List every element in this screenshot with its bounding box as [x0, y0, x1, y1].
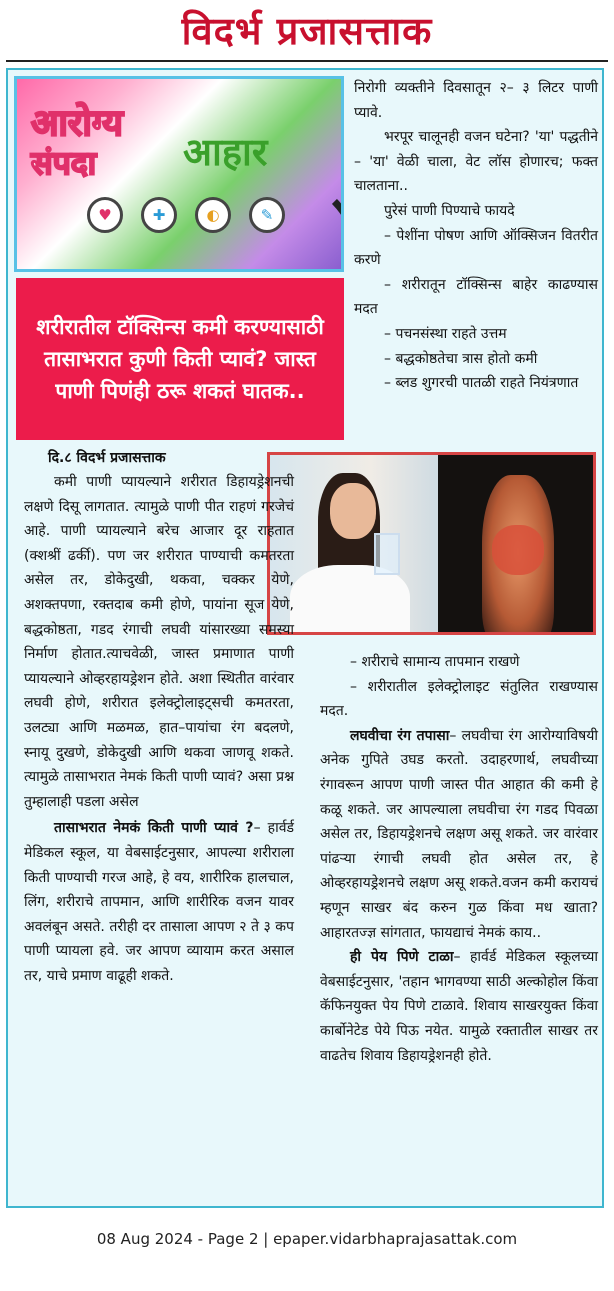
left-column: [24, 470, 294, 988]
banner-word-arogya: आरोग्य: [31, 102, 123, 144]
benefit-item: – शरीरातून टॉक्सिन्स बाहेर काढण्यास मदत: [354, 276, 598, 318]
syringe-icon: ✎: [249, 197, 285, 233]
benefit-item: – शरीरातील इलेक्ट्रोलाइट संतुलित राखण्यास मदत.: [320, 678, 598, 720]
woman-drinking-water-photo: [267, 452, 596, 635]
left-column-upper: [24, 446, 294, 471]
headline: शरीरातील टॉक्सिन्स कमी करण्यासाठी तासाभरात कुणी किती प्यावं? जास्त पाणी पिणंही ठरू शकतं घातक..: [36, 315, 324, 403]
footer-text: 08 Aug 2024 - Page 2 | epaper.vidarbhaprajasattak.com: [96, 1230, 518, 1248]
page-footer: [0, 1212, 614, 1291]
para-avoid-drinks: – हार्वर्ड मेडिकल स्कूलच्या वेबसाईटनुसार, 'तहान भागवण्या साठी अल्कोहोल किंवा कॅफिनयुक्त पेय पिणे टाळावे. शिवाय साखरयुक्त किंवा कार्बोनेटेड पेये पिऊ नयेत. यामुळे रक्तातील साखर तर वाढतेच शिवाय डिहायड्रेशनही होते.: [320, 949, 598, 1064]
subhead-benefits: पुरेसं पाणी पिण्याचे फायदे: [384, 202, 515, 219]
right-column-top: [354, 76, 598, 396]
headline-box: [16, 278, 344, 440]
benefit-item: – ब्लड शुगरची पातळी राहते नियंत्रणात: [384, 375, 579, 392]
lungs-shape: [492, 525, 544, 575]
subhead-avoid-drinks: ही पेय पिणे टाळा: [350, 949, 454, 966]
woman-panel: [270, 455, 438, 632]
heart-icon: ♥: [87, 197, 123, 233]
anatomy-panel: [438, 455, 593, 632]
benefit-item: – पेशींना पोषण आणि ऑक्सिजन वितरीत करणे: [354, 227, 598, 269]
banner-word-aahar: आहार: [183, 129, 268, 174]
para-urine-color: – लघवीचा रंग आरोग्याविषयी अनेक गुपिते उघड करतो. उदाहरणार्थ, लघवीच्या रंगावरून आपण पाणी जास्त पीत आहात की कमी हे कळू शकते. जर आपल्याला लघवीचा रंग गडद पिवळा असेल तर, डिहायड्रेशनचे लक्षण असू शकते. जर वारंवार पांढऱ्या रंगाची लघवी होत असेल तर, हे ओव्हरहायड्रेशनचे लक्षण असू शकते.वजन कमी करायचं म्हणून साखर बंद करुन गुळ किंवा मध खाता? आहारतज्ज्ञ सांगतात, फायद्याचं नेमकं काय..: [320, 727, 598, 941]
para-walking: भरपूर चालूनही वजन घटेना? 'या' पद्धतीने – 'या' वेळी चाला, वेट लॉस होणारच; फक्त चालताना..: [354, 129, 598, 195]
face-shape: [330, 483, 376, 539]
shirt-shape: [290, 565, 410, 635]
para-harvard: – हार्वर्ड मेडिकल स्कूल, या वेबसाईटनुसार, आपल्या शरीराला किती पाण्याची गरज आहे, हे वय, शारीरिक हालचाल, लिंग, शरीराचे तापमान, आणि शारीरिक वजन यावर अवलंबून असते. तरीही दर तासाला आपण २ ते ३ कप पाणी प्यायला हवे. जर आपण व्यायाम करत असाल तर, याचे प्रमाण वाढूही शकते.: [24, 820, 294, 984]
pill-icon: ◐: [195, 197, 231, 233]
medical-cross-icon: ✚: [141, 197, 177, 233]
subhead-hourly-water: तासाभरात नेमकं किती पाणी प्यावं ?: [54, 820, 254, 837]
right-column-bottom: [320, 650, 598, 1068]
masthead: [6, 2, 608, 62]
water-glass-shape: [374, 533, 400, 575]
dateline: दि.८ विदर्भ प्रजासत्ताक: [48, 450, 166, 466]
benefit-item: – पचनसंस्था राहते उत्तम: [384, 325, 507, 342]
banner-icons: [87, 197, 285, 233]
benefit-item: – शरीराचे सामान्य तापमान राखणे: [350, 654, 520, 670]
banner-word-sampada: संपदा: [31, 144, 97, 182]
para-water-intake: निरोगी व्यक्तीने दिवसातून २– ३ लिटर पाणी प्यावे.: [354, 80, 598, 121]
para-dehydration: कमी पाणी प्यायल्याने शरीरात डिहायड्रेशनची लक्षणे दिसू लागतात. त्यामुळे पाणी पीत राहणं गरजेचं आहे. पाणी प्यायल्याने बरेच आजार दूर राहतात (क्शश्रीं ढर्की). पण जर शरीरात पाण्याची कमतरता असेल तर, डोकेदुखी, थकवा, चक्कर येणे, अशक्तपणा, रक्तदाब कमी होणे, पायांना सूज येणे, बद्धकोष्ठता, गडद रंगाची लघवी यांसारख्या समस्या निर्माण होतात.त्याचवेळी, जास्त प्रमाणात पाणी प्यायल्याने ओव्हरहायड्रेशन होते. अशा स्थितीत वारंवार लघवी होणे, शरीरात इलेक्ट्रोलाइट्सची कमतरता, उलट्या आणि मळमळ, हात–पायांचा रंग बदलणे, स्नायू दुखणे, डोकेदुखी आणि थकवा जाणवू शकते. त्यामुळे तासाभरात नेमकं किती पाणी प्यावं? असा प्रश्न तुम्हालाही पडला असेल: [24, 474, 294, 810]
subhead-urine-color: लघवीचा रंग तपासा: [350, 727, 450, 744]
newspaper-title: विदर्भ प्रजासत्ताक: [181, 8, 433, 53]
banner-image: [14, 76, 344, 272]
benefit-item: – बद्धकोष्ठतेचा त्रास होतो कमी: [384, 350, 538, 367]
